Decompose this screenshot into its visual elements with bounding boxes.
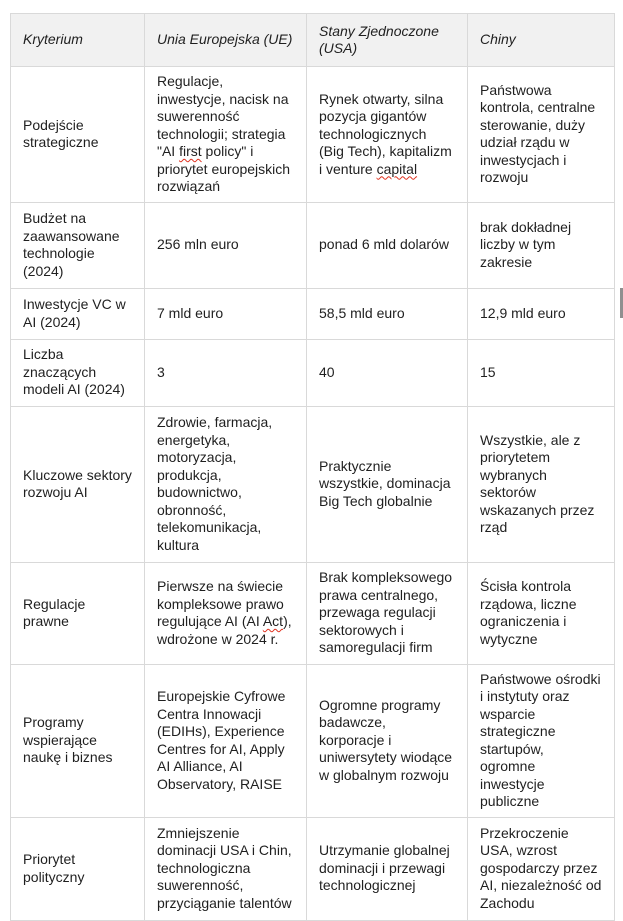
criterion-cell	[11, 67, 145, 203]
value-cell	[145, 202, 307, 288]
criterion-cell	[11, 202, 145, 288]
table-body	[11, 67, 615, 921]
criterion-cell	[11, 817, 145, 920]
cell-text: Brak kompleksowego prawa centralnego, przewaga regulacji sektorowych i samoregulacji firm	[319, 569, 453, 656]
cell-text: Rynek otwarty, silna pozycja gigantów technologicznych (Big Tech), kapitalizm i venture	[319, 90, 452, 177]
table-row	[11, 664, 615, 817]
cell-text: Pierwsze na świecie kompleksowe prawo regulujące AI (AI	[157, 578, 284, 629]
value-cell	[145, 406, 307, 562]
cell-text: Regulacje prawne	[23, 595, 86, 629]
criterion-cell	[11, 288, 145, 339]
cell-text: Wszystkie, ale z priorytetem wybranych sektorów wskazanych przez rząd	[480, 431, 595, 535]
cell-text: 7 mld euro	[157, 304, 224, 321]
header-row	[11, 14, 615, 67]
table-row	[11, 67, 615, 203]
value-cell	[307, 664, 468, 817]
cell-text: Inwestycje VC w AI (2024)	[23, 296, 126, 330]
value-cell	[145, 817, 307, 920]
table-row	[11, 562, 615, 664]
value-cell	[468, 288, 615, 339]
misspelled-text: Act	[262, 613, 284, 629]
cell-text: Utrzymanie globalnej dominacji i przewagi technologicznej	[319, 842, 450, 894]
table-row	[11, 406, 615, 562]
cell-text: Praktycznie wszystkie, dominacja Big Tech globalnie	[319, 457, 451, 509]
cell-text: Europejskie Cyfrowe Centra Innowacji (EDIHs), Experience Centres for AI, Apply AI Alliance, AI Observatory, RAISE	[157, 688, 286, 792]
ai-comparison-table	[10, 13, 615, 921]
cell-text: Regulacje, inwestycje, nacisk na suwerenność technologii; strategia "AI	[157, 73, 289, 159]
column-header: Stany Zjednoczone (USA)	[307, 14, 468, 67]
cell-text: 12,9 mld euro	[480, 304, 566, 321]
table-row	[11, 288, 615, 339]
table-row	[11, 339, 615, 406]
value-cell	[468, 817, 615, 920]
value-cell	[145, 562, 307, 664]
cell-text: 3	[157, 363, 165, 380]
cell-text: brak dokładnej liczby w tym zakresie	[480, 218, 572, 270]
cell-text: ), wdrożone w 2024 r.	[157, 613, 292, 647]
value-cell	[468, 339, 615, 406]
table-header-row	[11, 14, 615, 67]
cell-text: Ścisła kontrola rządowa, liczne ograniczenia i wytyczne	[480, 578, 577, 647]
cell-text: policy" i priorytet europejskich rozwiązań	[157, 143, 291, 194]
value-cell	[468, 562, 615, 664]
cell-text: Zmniejszenie dominacji USA i Chin, technologiczna suwerenność, przyciąganie talentów	[157, 824, 292, 911]
criterion-cell	[11, 339, 145, 406]
cell-text: 58,5 mld euro	[319, 304, 405, 321]
cell-text: Ogromne programy badawcze, korporacje i uniwersytety wiodące w globalnym rozwoju	[319, 696, 453, 783]
cell-text: Zdrowie, farmacja, energetyka, motoryzacja, produkcja, budownictwo, obronność, telekomunikacja, kultura	[157, 414, 273, 553]
value-cell	[307, 339, 468, 406]
cell-text: Państwowe ośrodki i instytuty oraz wsparcie strategiczne startupów, ogromne inwestycje publiczne	[480, 670, 601, 809]
table-row	[11, 817, 615, 920]
value-cell	[468, 202, 615, 288]
value-cell	[307, 202, 468, 288]
cell-text: Priorytet polityczny	[23, 851, 85, 885]
cell-text: Liczba znaczących modeli AI (2024)	[23, 346, 125, 398]
value-cell	[145, 339, 307, 406]
value-cell	[307, 288, 468, 339]
criterion-cell	[11, 664, 145, 817]
criterion-cell	[11, 562, 145, 664]
value-cell	[145, 67, 307, 203]
cell-text: Budżet na zaawansowane technologie (2024)	[23, 210, 120, 279]
criterion-cell	[11, 406, 145, 562]
cell-text: Państwowa kontrola, centralne sterowanie, duży udział rządu w inwestycjach i rozwoju	[480, 81, 596, 186]
cell-text: ponad 6 mld dolarów	[319, 236, 449, 253]
value-cell	[145, 664, 307, 817]
value-cell	[307, 562, 468, 664]
value-cell	[468, 67, 615, 203]
column-header: Kryterium	[11, 14, 145, 67]
cell-text: Podejście strategiczne	[23, 116, 99, 151]
cell-text: 40	[319, 363, 335, 380]
cell-text: 15	[480, 363, 496, 380]
cell-text: Przekroczenie USA, wzrost gospodarczy przez AI, niezależność od Zachodu	[480, 824, 602, 911]
value-cell	[145, 288, 307, 339]
table-row	[11, 202, 615, 288]
misspelled-text: first	[179, 143, 202, 159]
value-cell	[307, 67, 468, 203]
cell-text: Kluczowe sektory rozwoju AI	[23, 466, 132, 500]
value-cell	[468, 406, 615, 562]
misspelled-text: capital	[376, 160, 418, 177]
value-cell	[307, 406, 468, 562]
cell-text: 256 mln euro	[157, 236, 239, 253]
value-cell	[468, 664, 615, 817]
comparison-table-container	[10, 13, 615, 921]
column-header: Unia Europejska (UE)	[145, 14, 307, 67]
cell-text: Programy wspierające naukę i biznes	[23, 714, 113, 766]
value-cell	[307, 817, 468, 920]
column-header: Chiny	[468, 14, 615, 67]
